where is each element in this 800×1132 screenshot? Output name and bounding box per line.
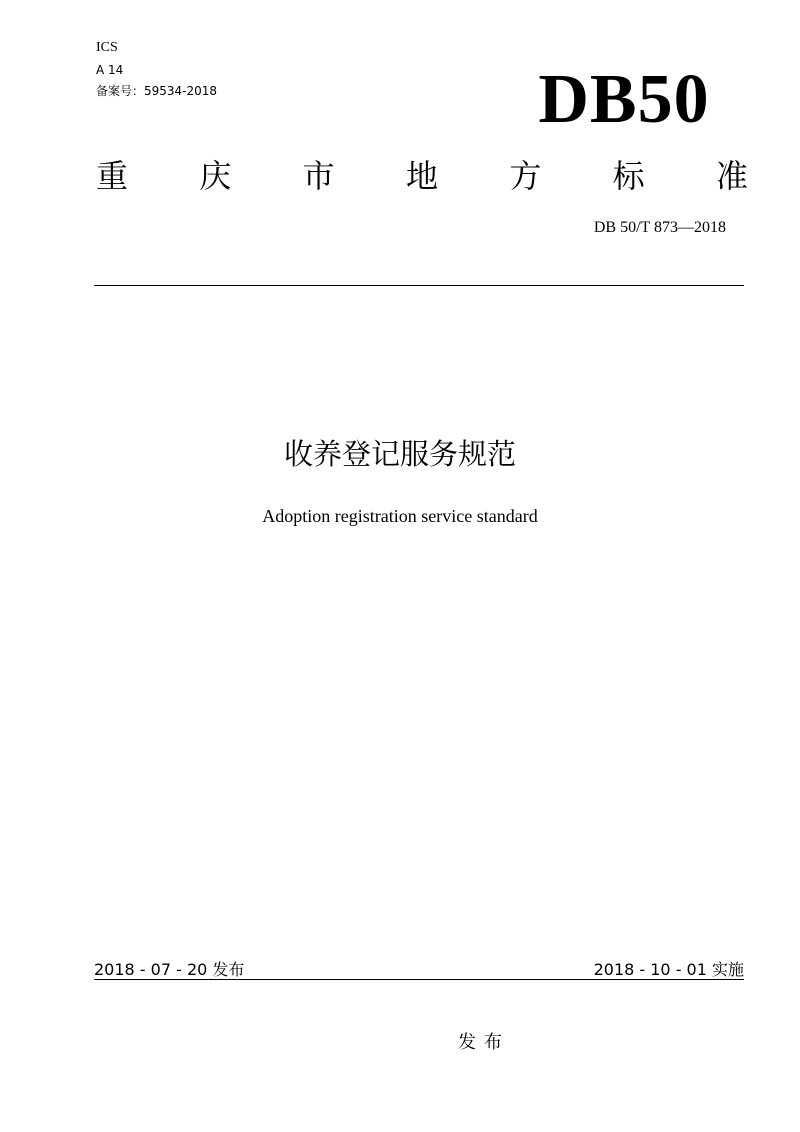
document-title-chinese: 收养登记服务规范 — [283, 437, 516, 471]
standard-number: DB 50/T 873—2018 — [593, 219, 726, 236]
ics-label: ICS — [96, 40, 118, 55]
record-number: 备案号：59534-2018 — [96, 84, 218, 98]
publisher-line: 发布 — [458, 1032, 510, 1053]
standard-code-logo: DB50 — [538, 61, 710, 138]
issue-date: 2018 - 07 - 20 发布 — [94, 960, 245, 979]
standard-type-char: 标 — [612, 157, 645, 195]
standard-type-char: 庆 — [199, 157, 232, 195]
bottom-divider — [94, 979, 744, 980]
standard-type-heading — [96, 156, 748, 196]
standard-type-char: 市 — [302, 157, 335, 195]
standard-type-char: 方 — [509, 157, 542, 195]
classification-code: A 14 — [96, 63, 124, 77]
standard-type-char: 地 — [405, 157, 438, 195]
implementation-date: 2018 - 10 - 01 实施 — [593, 960, 744, 979]
top-divider — [94, 285, 744, 286]
document-title-english: Adoption registration service standard — [262, 506, 538, 526]
standard-type-char: 准 — [715, 157, 748, 195]
standard-type-char: 重 — [96, 157, 129, 195]
